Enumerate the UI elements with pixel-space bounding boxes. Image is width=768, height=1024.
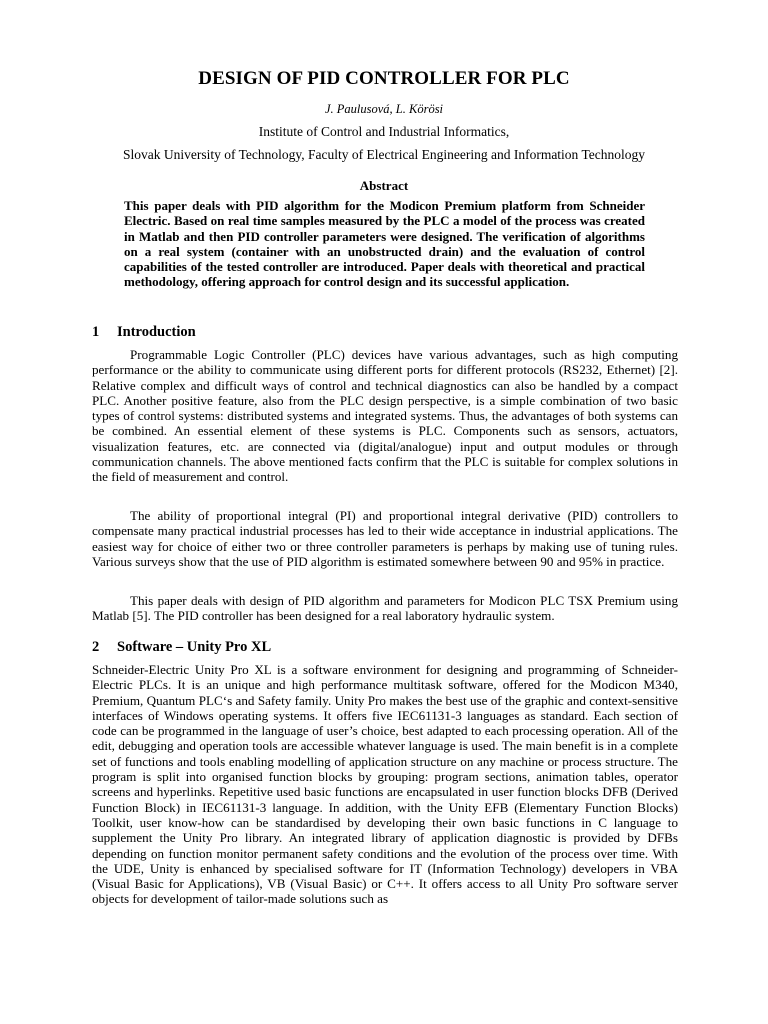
- paper-title: DESIGN OF PID CONTROLLER FOR PLC: [198, 68, 570, 89]
- affiliation-university: Slovak University of Technology, Faculty of Electrical Engineering and Information Technology: [123, 147, 645, 162]
- section-number: 2: [92, 639, 100, 655]
- intro-paragraph-2: The ability of proportional integral (PI) and proportional integral derivative (PID) controllers to compensate many practical industrial processes has led to their wide acceptance in industrial applications. The easiest way for choice of either two or three controller parameters is perhaps by making use of tuning rules. Various surveys show that the use of PID algorithm is estimated somewhere between 90 and 95% in practice.: [92, 508, 678, 569]
- section-number: 1: [92, 324, 100, 340]
- section-title: Introduction: [117, 324, 196, 340]
- paper-authors: J. Paulusová, L. Körösi: [324, 102, 444, 116]
- abstract-text: This paper deals with PID algorithm for the Modicon Premium platform from Schneider Electric. Based on real time samples measured by the PLC a model of the process was created in Matlab and then PID controller parameters were designed. The verification of algorithms on a real system (container with an unobstructed drain) and the evaluation of control capabilities of the tested controller are introduced. Paper deals with theoretical and practical methodology, offering approach for control design and its successful application.: [124, 198, 645, 290]
- affiliation-institute: Institute of Control and Industrial Informatics,: [258, 124, 510, 139]
- intro-paragraph-3: This paper deals with design of PID algorithm and parameters for Modicon PLC TSX Premium using Matlab [5]. The PID controller has been designed for a real laboratory hydraulic system.: [92, 593, 678, 624]
- section-title: Software – Unity Pro XL: [117, 639, 272, 655]
- software-paragraph-1: Schneider-Electric Unity Pro XL is a software environment for designing and programming of Schneider-Electric PLCs. It is an unique and high performance multitask software, offered for the Modicon M340, Premium, Quantum PLC‘s and Safety family. Unity Pro makes the best use of the graphic and context-sensitive interfaces of Windows operating systems. It offers five IEC61131-3 languages as standard. Each section of code can be programmed in the language of user’s choice, best adapted to each processing operation. All of the edit, debugging and operation tools are accessible whatever language is used. The main benefit is in a complete set of functions and tools enabling modelling of application structure on any machine or process structure. The program is split into organised function blocks by grouping: program sections, animation tables, operator screens and hyperlinks. Repetitive used basic functions are encapsulated in user function blocks DFB (Derived Function Block) in IEC61131-3 language. In addition, with the Unity EFB (Elementary Function Blocks) Toolkit, user know-how can be standardised by developing their own basic functions in C language to supplement the Unity Pro library. An integrated library of application diagnostic is provided by DFBs depending on function monitor permanent safety conditions and the evolution of the process over time. With the UDE, Unity is enhanced by specialised software for IT (Information Technology) developers in VBA (Visual Basic for Applications), VB (Visual Basic) or C++. It offers access to all Unity Pro software server objects for development of tailor-made solutions such as: [92, 662, 678, 907]
- intro-paragraph-1: Programmable Logic Controller (PLC) devices have various advantages, such as high computing performance or the ability to communicate using different ports for different protocols (RS232, Ethernet) [2]. Relative complex and difficult ways of control and technical diagnostics can also be handled by a compact PLC. Another positive feature, also from the PLC design perspective, is a simple combination of two basic types of control systems: distributed systems and integrated systems. Thus, the advantages of both systems can be combined. An essential element of these systems is PLC. Components such as sensors, actuators, visualization features, etc. are connected via (digital/analogue) input and output modules or through communication channels. The above mentioned facts confirm that the PLC is suitable for complex solutions in the field of measurement and control.: [92, 347, 678, 485]
- section-heading-software: [92, 638, 271, 656]
- section-heading-introduction: [92, 323, 196, 341]
- abstract-heading: Abstract: [359, 178, 409, 193]
